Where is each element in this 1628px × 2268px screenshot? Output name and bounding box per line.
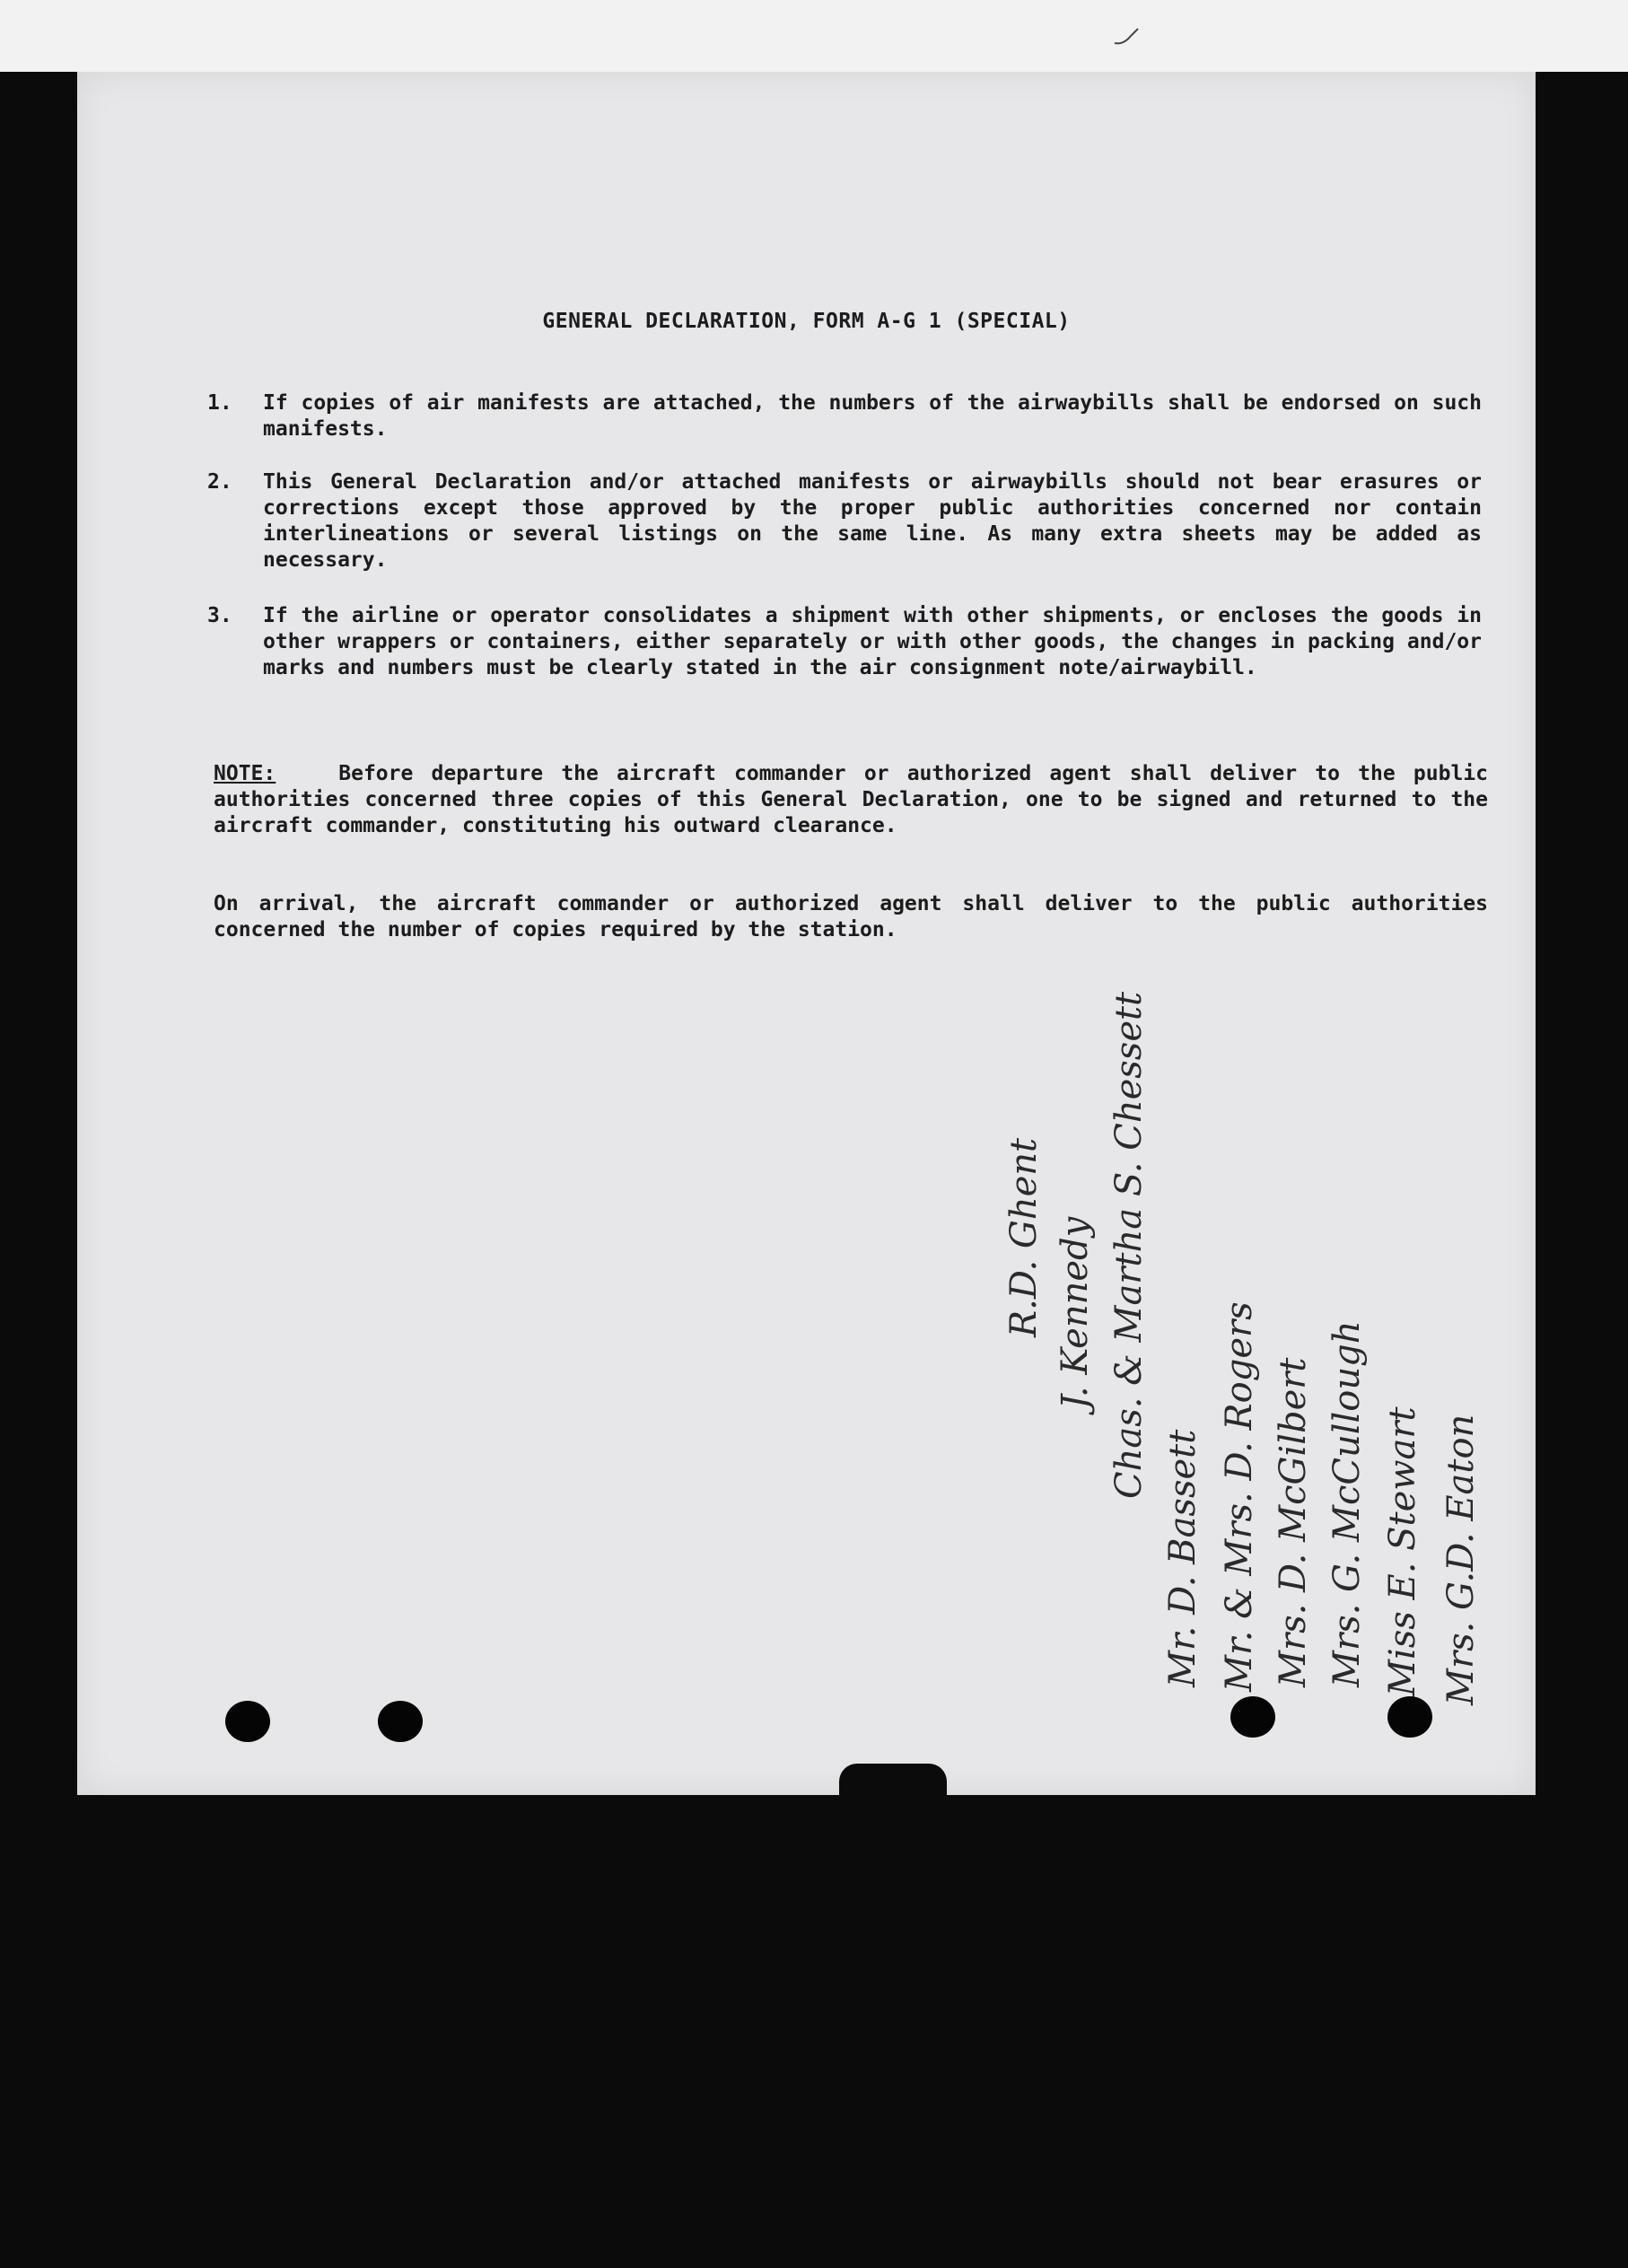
handwritten-name: Mrs. G. McCullough [1326, 1320, 1368, 1687]
item-number: 1. [207, 391, 232, 415]
handwritten-name: Mr. D. Bassett [1162, 1429, 1203, 1687]
punch-hole [225, 1701, 270, 1742]
item-number: 2. [207, 470, 232, 494]
handwritten-name: R.D. Ghent [1003, 1137, 1045, 1337]
item-text: This General Declaration and/or attached manifests or airwaybills should not bear erasures or corrections except those approved by the proper public authorities concerned nor contain interlineations or several listings on the same line. As many extra sheets may be added as necessary. [263, 470, 1482, 572]
arrival-paragraph: On arrival, the aircraft commander or authorized agent shall deliver to the public authorities concerned the number of copies required by the station. [214, 892, 1488, 941]
document-title: GENERAL DECLARATION, FORM A-G 1 (SPECIAL) [542, 310, 1071, 333]
handwritten-name: Mrs. D. McGilbert [1273, 1357, 1314, 1687]
scan-top-margin [0, 0, 1628, 72]
binding-tab [839, 1764, 947, 1804]
punch-hole [1230, 1696, 1275, 1738]
instruction-item-3 [207, 603, 1482, 681]
handwritten-name: Chas. & Martha S. Chessett [1108, 991, 1150, 1499]
handwritten-name: Miss E. Stewart [1382, 1406, 1423, 1696]
pen-mark [1113, 27, 1140, 47]
handwritten-name: Mrs. G.D. Eaton [1440, 1414, 1482, 1705]
punch-hole [378, 1701, 423, 1742]
handwritten-passenger-list [1003, 991, 1522, 1768]
item-number: 3. [207, 604, 232, 627]
item-text: If copies of air manifests are attached, the numbers of the airwaybills shall be endorsed on such manifests. [263, 391, 1482, 441]
item-text: If the airline or operator consolidates a shipment with other shipments, or encloses the goods in other wrappers or containers, either separately or with other goods, the changes in packing and/or marks and numbers must be clearly stated in the air consignment note/airwaybill. [263, 604, 1482, 679]
handwritten-name: J. Kennedy [1055, 1216, 1096, 1409]
document-page [77, 72, 1536, 1795]
punch-hole [1387, 1696, 1432, 1738]
handwritten-name: Mr. & Mrs. D. Rogers [1219, 1301, 1260, 1692]
instruction-item-2 [207, 469, 1482, 574]
note-label: NOTE: [214, 762, 276, 785]
instruction-item-1 [207, 390, 1482, 442]
note-text: Before departure the aircraft commander or authorized agent shall deliver to the public authorities concerned three copies of this General Declaration, one to be signed and returned to the aircraft commander, constituting his outward clearance. [214, 762, 1488, 837]
note-paragraph [214, 761, 1488, 839]
